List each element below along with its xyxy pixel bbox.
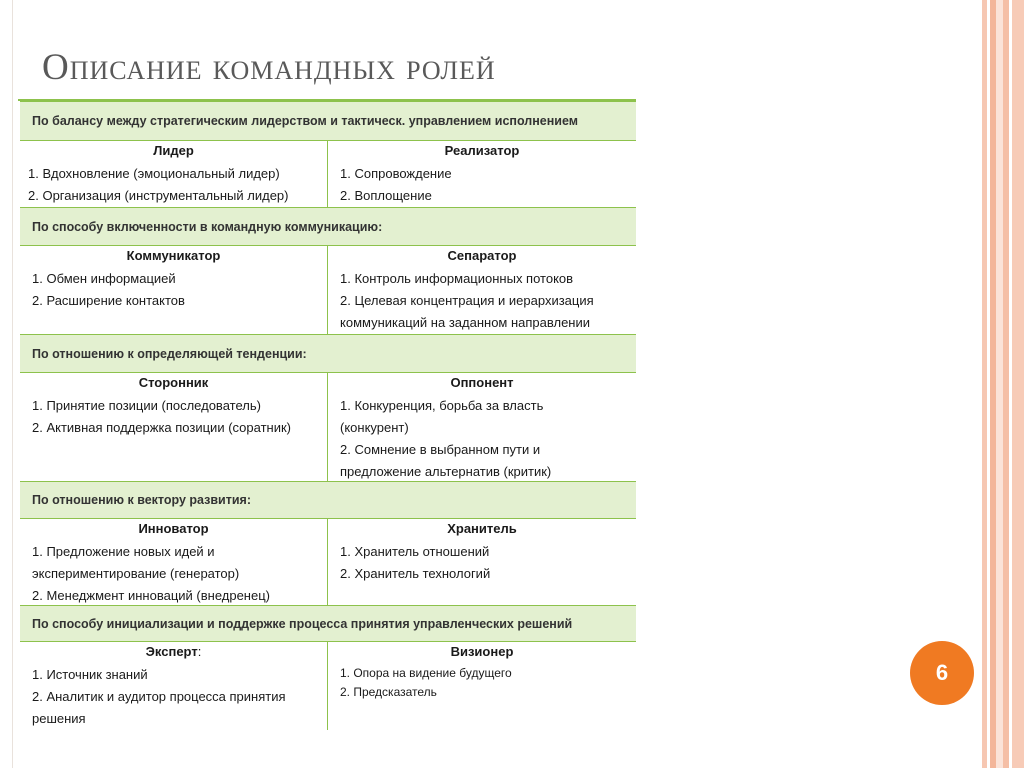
left-margin-rule <box>12 0 13 768</box>
role-line: (конкурент) <box>340 420 409 435</box>
role-line: 2. Хранитель технологий <box>340 566 491 581</box>
role-line: 1. Обмен информацией <box>32 271 176 286</box>
role-line: 1. Хранитель отношений <box>340 544 490 559</box>
role-line: коммуникаций на заданном направлении <box>340 315 591 330</box>
role-cell-opponent <box>328 373 636 481</box>
role-line: 1. Вдохновление (эмоциональный лидер) <box>28 166 280 181</box>
role-cell-innovator <box>20 519 328 605</box>
role-cell-leader <box>20 141 328 207</box>
role-name-suffix: : <box>197 644 202 659</box>
role-line: 1. Источник знаний <box>32 667 148 682</box>
role-line: 1. Сопровождение <box>340 166 452 181</box>
section-pair <box>20 642 636 730</box>
role-cell-realizer <box>328 141 636 207</box>
role-line: 2. Воплощение <box>340 188 432 203</box>
section-pair <box>20 519 636 605</box>
role-line: 1. Опора на видение будущего <box>340 666 512 680</box>
section-heading: По отношению к определяющей тенденции: <box>20 334 636 373</box>
role-line: 2. Менеджмент инноваций (внедренец) <box>32 588 270 603</box>
section-heading: По балансу между стратегическим лидерством и тактическ. управлением исполнением <box>20 101 636 141</box>
role-line: 1. Принятие позиции (последователь) <box>32 398 261 413</box>
role-line: решения <box>32 711 86 726</box>
role-name: Инноватор <box>138 521 209 536</box>
role-cell-visionary <box>328 642 636 730</box>
role-cell-keeper <box>328 519 636 605</box>
role-line: экспериментирование (генератор) <box>32 566 240 581</box>
section-heading: По способу инициализации и поддержке процесса принятия управленческих решений <box>20 605 636 642</box>
role-name: Коммуникатор <box>126 248 221 263</box>
role-name <box>20 642 327 664</box>
role-line: 1. Предложение новых идей и <box>32 544 215 559</box>
role-line: 2. Предсказатель <box>340 685 437 699</box>
role-cell-expert <box>20 642 328 730</box>
role-name: Оппонент <box>450 375 514 390</box>
role-line: предложение альтернатив (критик) <box>340 464 552 479</box>
roles-table <box>20 101 636 730</box>
decorative-stripes <box>976 0 1024 768</box>
role-line: 1. Контроль информационных потоков <box>340 271 574 286</box>
role-cell-communicator <box>20 246 328 334</box>
role-name: Лидер <box>153 143 194 158</box>
role-line: 2. Расширение контактов <box>32 293 185 308</box>
role-cell-separator <box>328 246 636 334</box>
section-pair <box>20 246 636 334</box>
role-line: 2. Аналитик и аудитор процесса принятия <box>32 689 286 704</box>
section-pair <box>20 141 636 207</box>
section-pair <box>20 373 636 481</box>
role-name: Реализатор <box>444 143 520 158</box>
role-name: Визионер <box>450 644 514 659</box>
role-name: Сторонник <box>138 375 209 390</box>
role-line: 2. Активная поддержка позиции (соратник) <box>32 420 291 435</box>
role-line: 1. Конкуренция, борьба за власть <box>340 398 544 413</box>
role-name: Хранитель <box>447 521 517 536</box>
section-heading: По способу включенности в командную коммуникацию: <box>20 207 636 246</box>
section-heading: По отношению к вектору развития: <box>20 481 636 519</box>
role-line: 2. Сомнение в выбранном пути и <box>340 442 541 457</box>
page-title: Описание командных ролей <box>42 47 496 88</box>
page-number-badge: 6 <box>910 641 974 705</box>
role-line: 2. Целевая концентрация и иерархизация <box>340 293 594 308</box>
role-cell-supporter <box>20 373 328 481</box>
role-name: Сепаратор <box>447 248 517 263</box>
role-name-text: Эксперт <box>145 644 198 659</box>
role-line: 2. Организация (инструментальный лидер) <box>28 188 289 203</box>
